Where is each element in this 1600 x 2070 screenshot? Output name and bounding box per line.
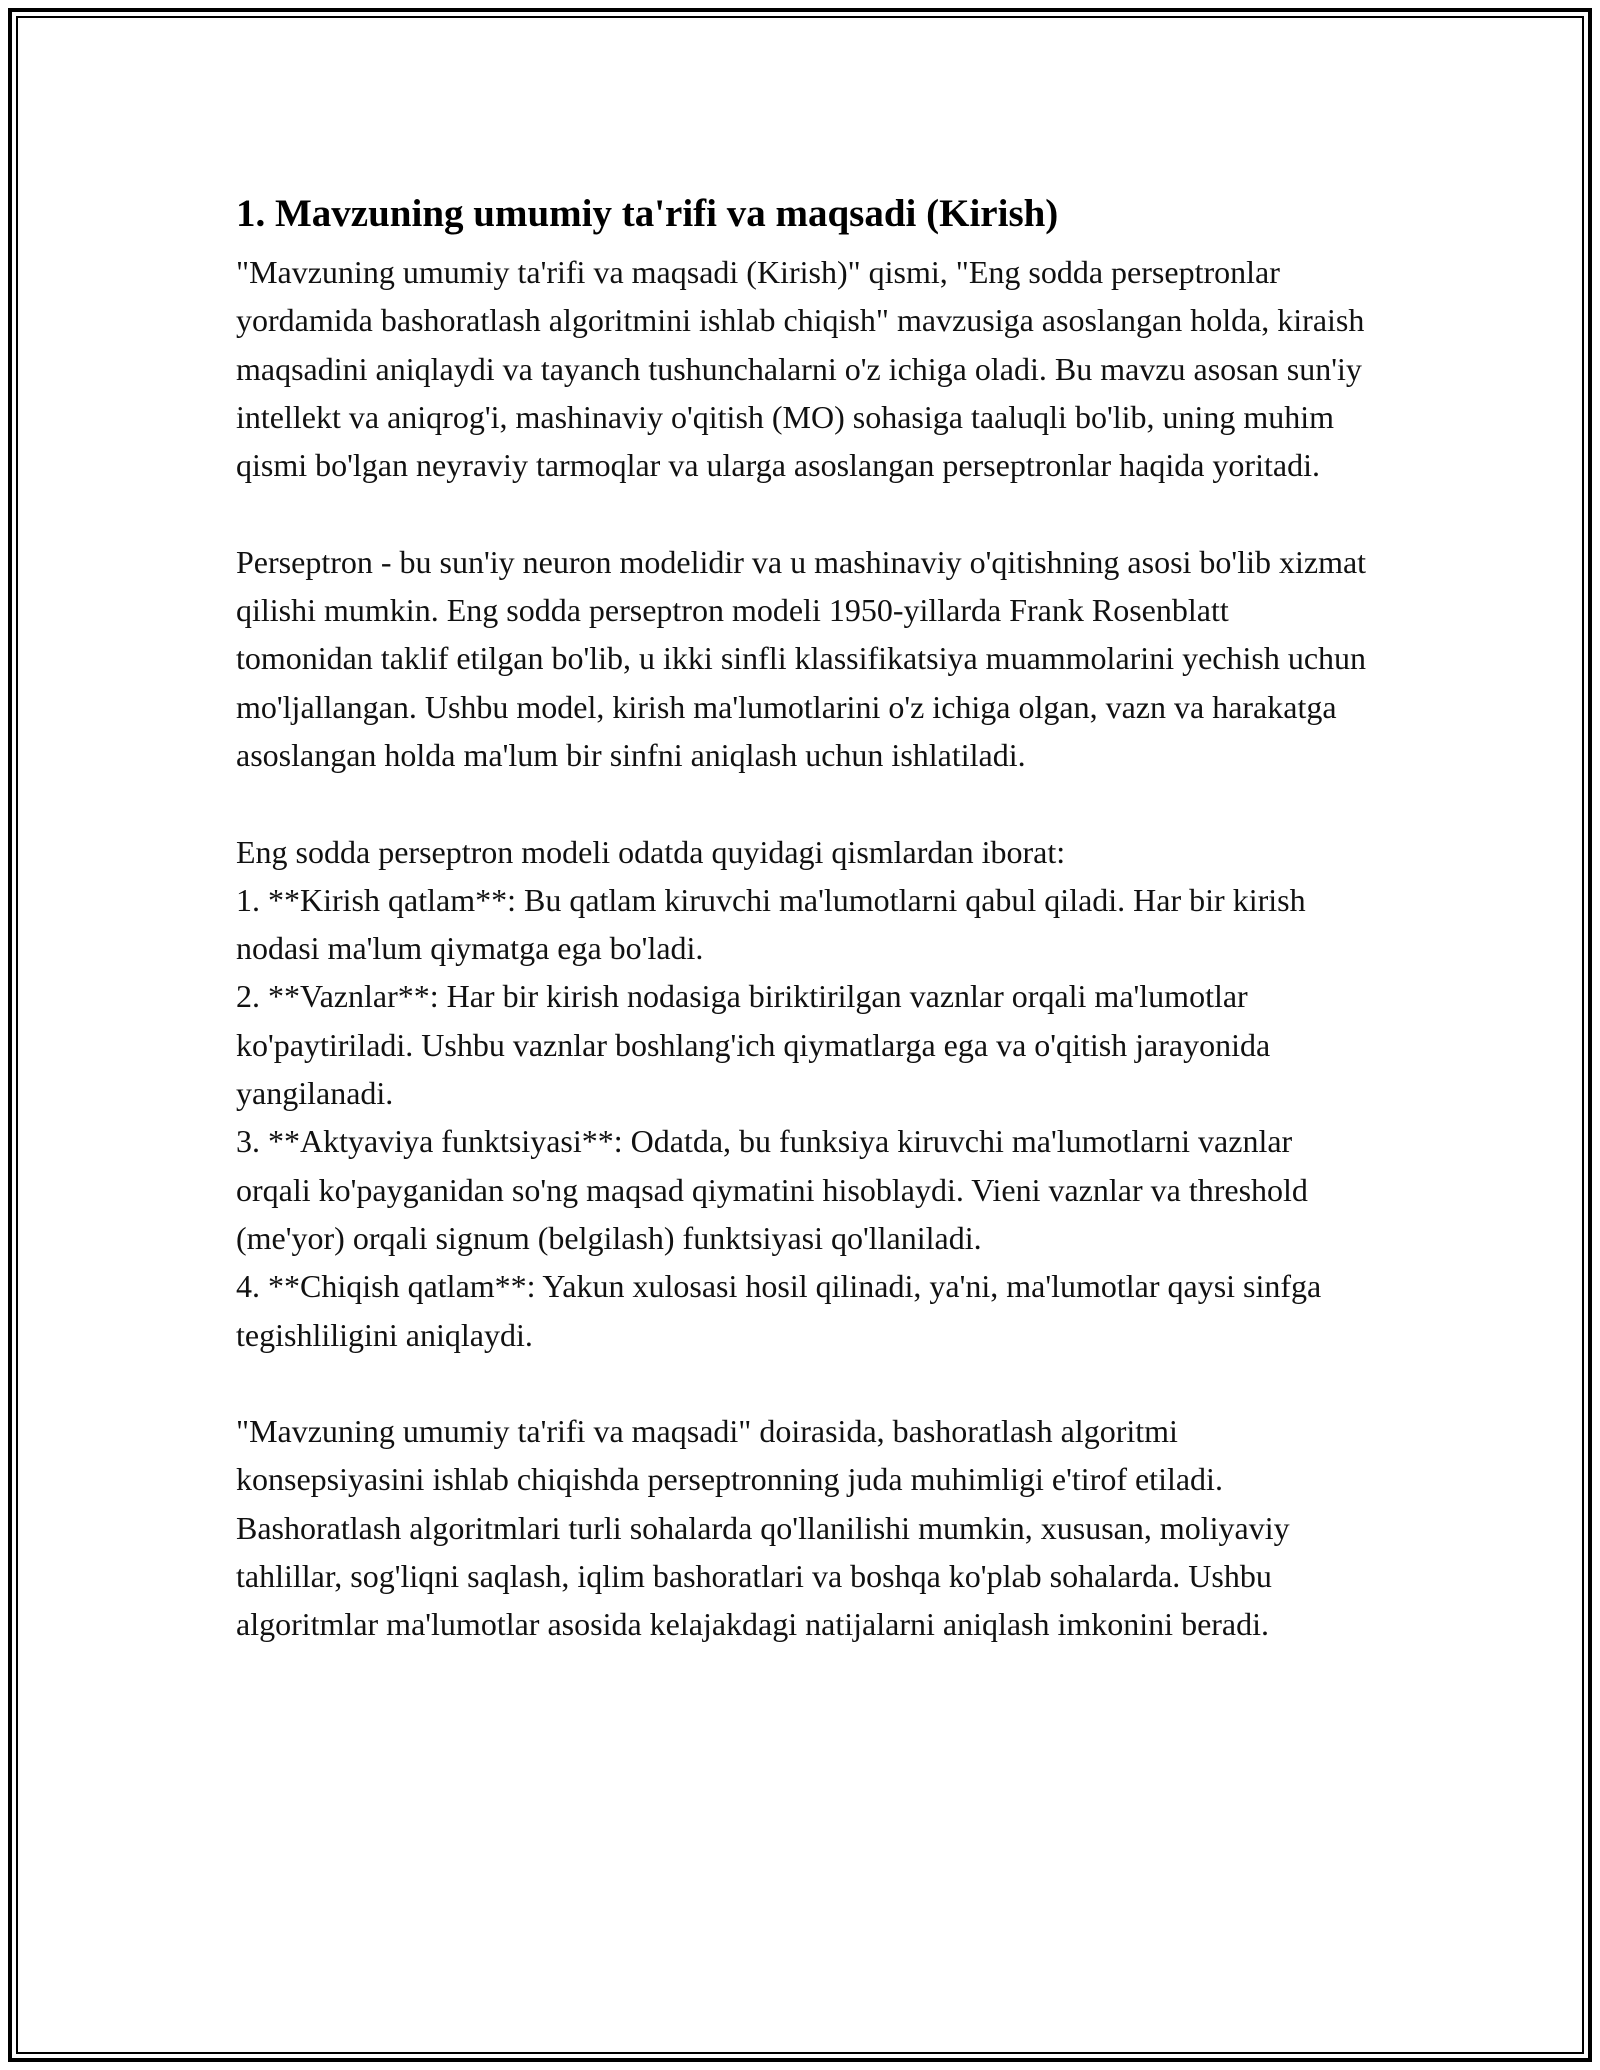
section-heading: 1. Mavzuning umumiy ta'rifi va maqsadi (Kirish) <box>236 192 1059 235</box>
intro-paragraph: "Mavzuning umumiy ta'rifi va maqsadi (Kirish)" qismi, "Eng sodda perseptronlar yordamida bashoratlash algoritmini ishlab chiqish" mavzusiga asoslangan holda, kiraish maqsadini aniqlaydi va tayanch tushunchalarni o'z ichiga oladi. Bu mavzu asosan sun'iy intellekt va aniqrog'i, mashinaviy o'qitish (MO) sohasiga taaluqli bo'lib, uning muhim qismi bo'lgan neyraviy tarmoqlar va ularga asoslangan perseptronlar haqida yoritadi. <box>236 254 1365 484</box>
list-item-input-layer: 1. **Kirish qatlam**: Bu qatlam kiruvchi ma'lumotlarni qabul qiladi. Har bir kirish nodasi ma'lum qiymatga ega bo'ladi. <box>236 881 1306 967</box>
perceptron-paragraph: Perseptron - bu sun'iy neuron modelidir va u mashinaviy o'qitishning asosi bo'lib xizmat qilishi mumkin. Eng sodda perseptron modeli 1950-yillarda Frank Rosenblatt tomonidan taklif etilgan bo'lib, u ikki sinfli klassifikatsiya muammolarini yechish uchun mo'ljallangan. Ushbu model, kirish ma'lumotlarini o'z ichiga olgan, vazn va harakatga asoslangan holda ma'lum bir sinfni aniqlash uchun ishlatiladi. <box>236 543 1367 773</box>
list-intro: Eng sodda perseptron modeli odatda quyidagi qismlardan iborat: <box>236 833 1066 870</box>
list-item-output-layer: 4. **Chiqish qatlam**: Yakun xulosasi hosil qilinadi, ya'ni, ma'lumotlar qaysi sinfga tegishliligini aniqlaydi. <box>236 1268 1322 1353</box>
document-body <box>236 184 1372 1649</box>
list-item-weights: 2. **Vaznlar**: Har bir kirish nodasiga biriktirilgan vaznlar orqali ma'lumotlar ko'paytiriladi. Ushbu vaznlar boshlang'ich qiymatlarga ega va o'qitish jarayonida yangilanadi. <box>236 978 1271 1112</box>
paragraph-spacer <box>236 489 1372 537</box>
paragraph-spacer <box>236 1359 1372 1407</box>
conclusion-paragraph: "Mavzuning umumiy ta'rifi va maqsadi" doirasida, bashoratlash algoritmi konsepsiyasini ishlab chiqishda perseptronning juda muhimligi e'tirof etiladi. Bashoratlash algoritmlari turli sohalarda qo'llanilishi mumkin, xususan, moliyaviy tahlillar, sog'liqni saqlash, iqlim bashoratlari va boshqa ko'plab sohalarda. Ushbu algoritmlar ma'lumotlar asosida kelajakdagi natijalarni aniqlash imkonini beradi. <box>236 1413 1290 1643</box>
components-list <box>236 828 1372 1359</box>
paragraph-spacer <box>236 779 1372 827</box>
list-item-activation-function: 3. **Aktyaviya funktsiyasi**: Odatda, bu funksiya kiruvchi ma'lumotlarni vaznlar orqali ko'payganidan so'ng maqsad qiymatini hisoblaydi. Vieni vaznlar va threshold (me'yor) orqali signum (belgilash) funktsiyasi qo'llaniladi. <box>236 1123 1308 1256</box>
